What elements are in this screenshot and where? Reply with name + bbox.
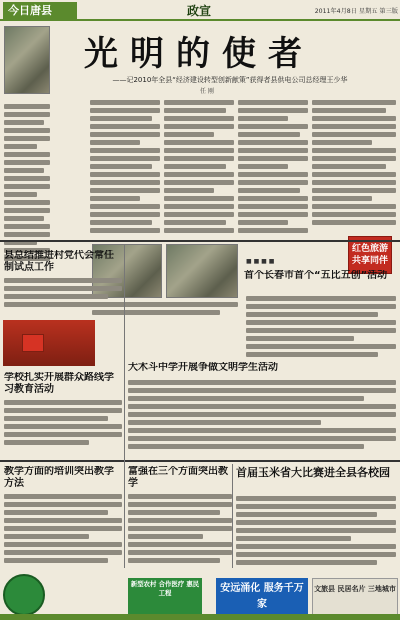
feature-photo-left (4, 26, 50, 94)
ad-green (128, 578, 202, 616)
article-headline-bottom: 首届玉米省大比赛进全县各校园 (236, 466, 390, 479)
paper-logo: 今日唐县 (3, 2, 77, 19)
ad-logo-icon (3, 574, 45, 616)
article-headline-right: 首个长春市首个“五比五创”活动 (244, 270, 388, 281)
section-rule (0, 240, 400, 242)
school-article-body (128, 380, 396, 458)
feature-headline: 光明的使者 (84, 34, 314, 74)
red-promo-text: 红色旅游 共享同伴 (351, 244, 388, 266)
ad-blue-text: 安远涌化 服务千万家 (220, 583, 304, 610)
article-kicker: ■ ■ ■ ■ (246, 258, 275, 265)
section-title: 政宣 (186, 4, 211, 18)
article-headline-teaching: 教学方面的培训突出教学方法 (4, 466, 114, 489)
feature-body-col-3 (238, 100, 308, 236)
column-divider-1 (124, 244, 125, 568)
ad-blue (216, 578, 308, 616)
teaching-article-body (4, 494, 122, 568)
flag-icon (22, 334, 44, 352)
ad-green-text: 新型农村 合作医疗 惠民工程 (130, 580, 200, 597)
masthead (0, 0, 400, 21)
ad-grey-text: 文旅县 民居名片 三地城市 (314, 585, 396, 593)
right-article-body (246, 296, 396, 366)
lower-rule (0, 460, 400, 462)
article-headline-fuzhou: 富强在三个方面突出教学 (128, 466, 228, 489)
article-headline-school: 大木斗中学开展争做文明学生活动 (128, 362, 278, 373)
ad-grey (312, 578, 398, 616)
middle-photo-2 (166, 244, 238, 298)
fuzhou-article-body (128, 494, 232, 568)
left-banner-photo (3, 320, 95, 366)
dateline: 2011年4月8日 星期五 第三版 (314, 8, 398, 15)
page-footer-bar (0, 614, 400, 620)
column-divider-2 (232, 464, 233, 568)
party-article-body (4, 278, 122, 318)
article-headline-school-learning: 学校扎实开展群众路线学习教育活动 (4, 372, 114, 395)
article-headline-party: 县总结推进村党代会常任制试点工作 (4, 250, 114, 273)
feature-byline: 任 刚 (200, 88, 214, 95)
bottom-article-body (236, 496, 396, 568)
feature-subheadline: ——记2010年全县“经济建设转型创新献策”获得者县供电公司总经理王少华 (112, 76, 348, 84)
feature-body-col-2 (164, 100, 234, 236)
feature-body-col-1 (90, 100, 160, 236)
school-learning-body (4, 400, 122, 450)
feature-body-col-4 (312, 100, 396, 230)
